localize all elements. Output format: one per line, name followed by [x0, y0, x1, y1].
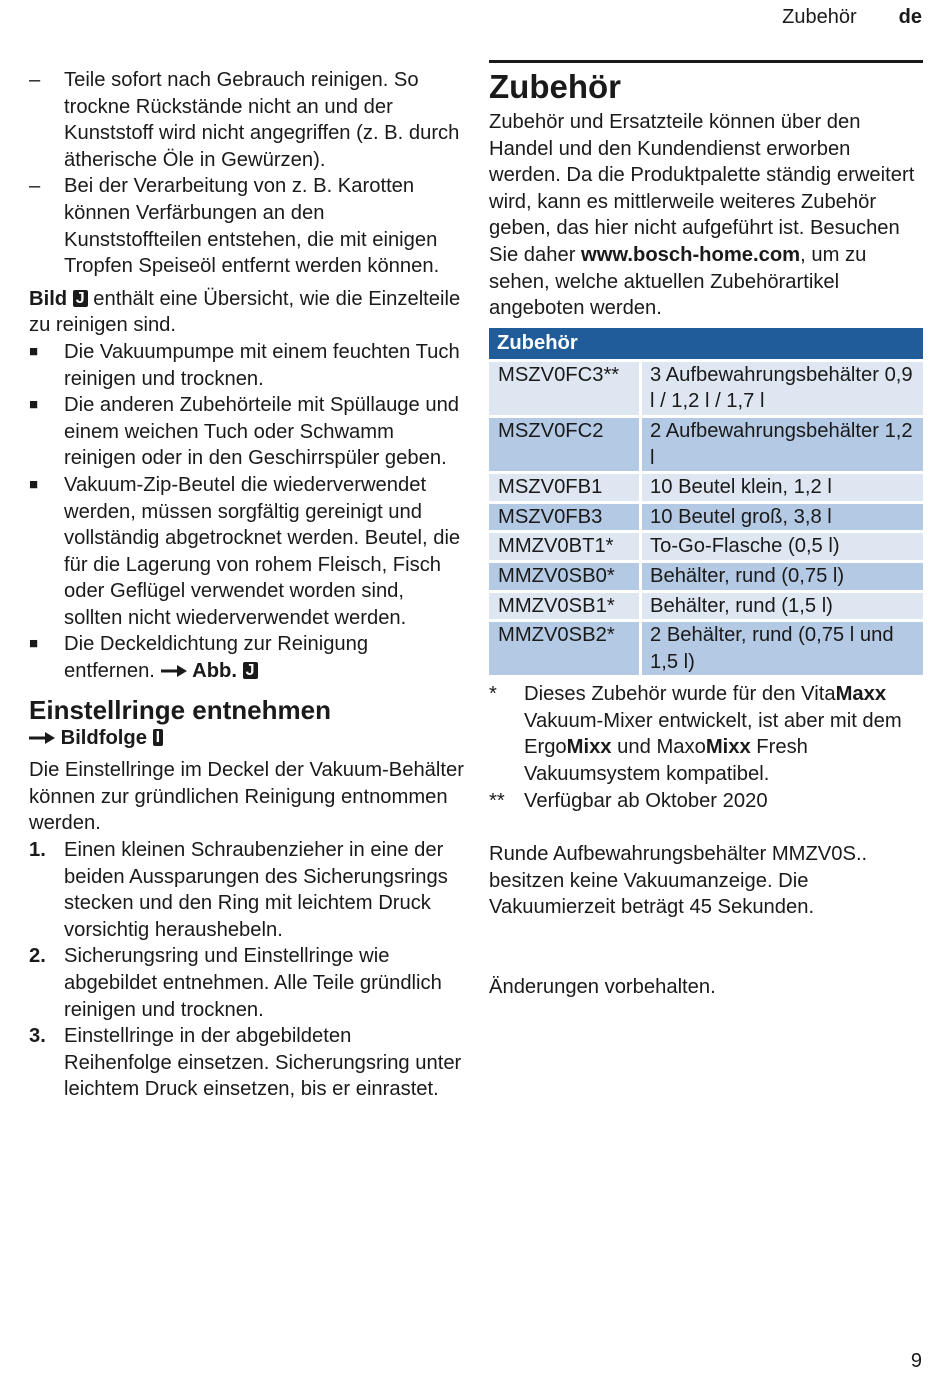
table-row	[489, 504, 923, 531]
title-rule	[489, 60, 923, 63]
bild-label: Bild	[29, 287, 68, 310]
bild-text: enthält eine Übersicht, wie die Einzelteile zu reinigen sind.	[29, 287, 461, 337]
step-text: Einstellringe in der abgebildeten Reihenfolge einsetzen. Sicherungsring unter leichtem Druck einsetzen, bis er einrastet.	[64, 1025, 462, 1101]
intro-text-end: , um zu sehen, welche aktuellen Zubehörartikel angeboten werden.	[489, 243, 867, 320]
table-row	[489, 593, 923, 620]
table-cell-desc: Behälter, rund (0,75 l)	[642, 563, 923, 590]
table-cell-code: MMZV0SB1*	[489, 593, 639, 620]
table-cell-code: MSZV0FB3	[489, 504, 639, 531]
table-row	[489, 533, 923, 560]
square-bullet-icon: ■	[29, 475, 39, 493]
square-bullet-icon: ■	[29, 342, 39, 360]
dash-list-item	[29, 67, 464, 173]
bild-paragraph	[29, 286, 464, 339]
header-section: Zubehör	[782, 6, 857, 28]
arrow-right-icon	[29, 731, 55, 745]
square-item-text: Die anderen Zubehörteile mit Spüllauge und einem weichen Tuch oder Schwamm reinigen oder in den Geschirrspüler geben.	[64, 394, 460, 470]
step-text: Einen kleinen Schraubenzieher in eine der beiden Aussparungen des Sicherungsrings stecken und den Ring mit leichtem Druck vorsichtig heraushebeln.	[64, 839, 448, 941]
square-list-item	[29, 392, 464, 472]
square-list-item	[29, 631, 464, 684]
table-cell-desc: 10 Beutel groß, 3,8 l	[642, 504, 923, 531]
arrow-right-icon	[161, 664, 187, 678]
step-number: 2.	[29, 945, 46, 968]
page-header	[782, 6, 922, 29]
website-link[interactable]: www.bosch-home.com	[581, 243, 801, 266]
bildfolge-ref	[29, 725, 464, 752]
table-cell-code: MMZV0BT1*	[489, 533, 639, 560]
dash-marker: –	[29, 175, 41, 198]
right-column	[489, 60, 923, 1001]
step-item	[29, 1023, 464, 1103]
figure-ref-label: Abb.	[192, 660, 237, 683]
square-list-item	[29, 339, 464, 392]
last-item-text: Die Deckeldichtung zur Reinigung entfernen.	[64, 633, 369, 683]
table-cell-code: MSZV0FC3**	[489, 362, 639, 415]
step-item	[29, 943, 464, 1023]
table-cell-code: MSZV0FB1	[489, 474, 639, 501]
table-cell-code: MMZV0SB0*	[489, 563, 639, 590]
footnote	[489, 788, 923, 815]
table-row	[489, 362, 923, 415]
dash-item-text: Bei der Verarbeitung von z. B. Karotten können Verfärbungen an den Kunststoffteilen entstehen, die mit einigen Tropfen Speiseöl entfernt werden können.	[64, 175, 440, 278]
table-cell-desc: 2 Aufbewahrungsbehälter 1,2 l	[642, 418, 923, 471]
fn-brand: Maxx	[835, 683, 887, 706]
fn-part: Vakuum-Mixer entwickelt, ist aber mit dem Ergo	[524, 709, 902, 759]
footnote-mark: *	[489, 683, 497, 706]
footnote-text	[524, 681, 923, 787]
step-item	[29, 837, 464, 943]
bildfolge-label: Bildfolge	[60, 726, 147, 749]
table-cell-desc: 10 Beutel klein, 1,2 l	[642, 474, 923, 501]
square-bullet-icon: ■	[29, 635, 39, 653]
changes-note: Änderungen vorbehalten.	[489, 976, 716, 999]
step-number: 3.	[29, 1025, 46, 1048]
table-cell-desc: 3 Aufbewahrungsbehälter 0,9 l / 1,2 l / 1,7 l	[642, 362, 923, 415]
dash-marker: –	[29, 69, 41, 91]
page-number: 9	[910, 1350, 922, 1372]
figure-ref-box: J	[243, 662, 258, 679]
dash-item-text: Teile sofort nach Gebrauch reinigen. So trockne Rückstände nicht an und der Kunststoff wird nicht angegriffen (z. B. durch ätherische Öle in Gewürzen).	[64, 69, 460, 171]
square-item-text: Vakuum-Zip-Beutel die wiederverwendet werden, müssen sorgfältig gereinigt und vollständig abgetrocknet werden. Beutel, die für die Lagerung von rohem Fleisch, Fisch oder Geflügel verwendet worden sind, sollten nicht wiederverwendet werden.	[64, 473, 461, 629]
table-row	[489, 418, 923, 471]
figure-ref-box: I	[153, 729, 163, 746]
fn-part: Fresh Vakuumsystem kompatibel.	[524, 736, 808, 786]
fn-brand: Mixx	[705, 736, 751, 759]
figure-ref-box: J	[73, 290, 88, 307]
left-column	[29, 67, 464, 1103]
footnote-text: Verfügbar ab Oktober 2020	[524, 789, 768, 812]
table-cell-code: MSZV0FC2	[489, 418, 639, 471]
square-item-text	[64, 631, 464, 684]
section-heading: Einstellringe entnehmen	[29, 694, 331, 725]
table-cell-desc: 2 Behälter, rund (0,75 l und 1,5 l)	[642, 622, 923, 675]
square-list-item	[29, 472, 464, 632]
square-item-text: Die Vakuumpumpe mit einem feuchten Tuch reinigen und trocknen.	[64, 340, 460, 390]
header-language: de	[898, 6, 922, 28]
intro-text: Zubehör und Ersatzteile können über den Handel und den Kundendienst erworben werden. Da die Produktpalette ständig erweitert wird, kann es mittlerweile weiteres Zubehör geben, das hier nicht aufgeführt ist. Besuchen Sie daher	[489, 111, 915, 266]
dash-list-item	[29, 173, 464, 279]
table-cell-desc: Behälter, rund (1,5 l)	[642, 593, 923, 620]
note-paragraph: Runde Aufbewahrungsbehälter MMZV0S.. besitzen keine Vakuumanzeige. Die Vakuumierzeit beträgt 45 Sekunden.	[489, 843, 868, 919]
square-bullet-icon: ■	[29, 396, 39, 414]
fn-brand: Mixx	[566, 736, 612, 759]
table-row	[489, 622, 923, 675]
table-row	[489, 563, 923, 590]
intro-paragraph	[489, 109, 923, 322]
step-number: 1.	[29, 839, 46, 862]
footnote	[489, 681, 923, 787]
fn-part: Dieses Zubehör wurde für den Vita	[524, 683, 836, 706]
step-text: Sicherungsring und Einstellringe wie abgebildet entnehmen. Alle Teile gründlich reinigen und trocknen.	[64, 945, 442, 1021]
fn-part: und Maxo	[611, 736, 706, 759]
table-cell-code: MMZV0SB2*	[489, 622, 639, 675]
intro-paragraph: Die Einstellringe im Deckel der Vakuum-Behälter können zur gründlichen Reinigung entnommen werden.	[29, 759, 464, 835]
table-row	[489, 474, 923, 501]
table-header: Zubehör	[489, 328, 923, 359]
page-title: Zubehör	[489, 68, 621, 105]
table-cell-desc: To-Go-Flasche (0,5 l)	[642, 533, 923, 560]
footnote-mark: **	[489, 789, 505, 812]
